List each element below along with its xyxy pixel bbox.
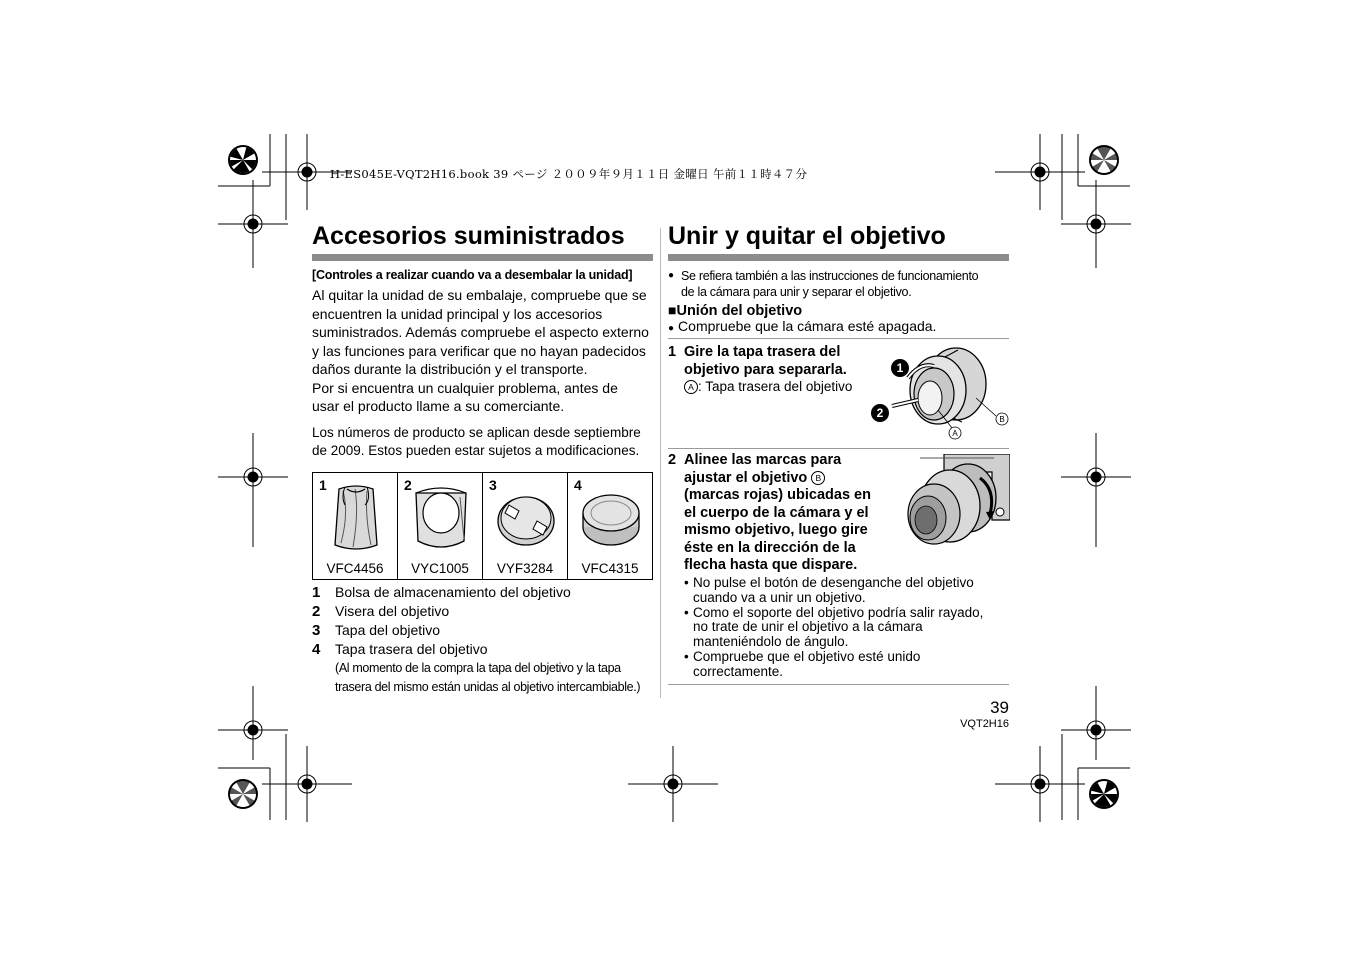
list-item [312,602,657,621]
marker-b-icon: B [811,471,825,485]
divider [668,448,1009,449]
figure-marker-label: A [952,429,958,438]
unpacking-check-heading: [Controles a realizar cuando va a desembalar la unidad] [312,268,633,282]
step-2 [668,452,871,575]
divider [668,684,1009,685]
accessory-cell [398,473,483,580]
note-item [684,650,1014,680]
intro-line: Por si encuentra un cualquier problema, antes de [312,379,618,396]
list-item-number: 1 [312,584,321,601]
accessory-cell [483,473,568,580]
accessory-number: 1 [319,477,327,493]
accessory-number: 3 [489,477,497,493]
rear-cap-removal-figure [868,340,1013,444]
bullet-icon: ● [668,323,675,334]
accessory-code: VFC4456 [326,561,384,576]
product-number-note [312,424,657,460]
lens-hood-icon [410,483,472,553]
right-page-title: Unir y quitar el objetivo [668,222,946,250]
note-line: manteniéndolo de ángulo. [693,634,849,650]
step-2-notes [684,576,1014,680]
step-line: ajustar el objetivo [684,469,808,486]
list-item-text: Visera del objetivo [335,603,450,619]
accessory-cell [568,473,653,580]
list-item-text: Bolsa de almacenamiento del objetivo [335,584,571,600]
intro-line: usar el producto llame a su comerciante. [312,398,565,414]
step-line: Alinee las marcas para [684,452,842,468]
left-title-rule [312,254,653,261]
figure-marker-label: B [999,415,1005,424]
section-heading [668,302,802,319]
intro-bullet [668,268,1013,300]
accessories-table [312,472,653,580]
document-code: VQT2H16 [960,718,1009,730]
accessory-code: VYC1005 [411,561,469,576]
bullet-icon: • [684,575,689,590]
section-bullet-text: Compruebe que la cámara esté apagada. [678,318,937,334]
intro-bullet-line: de la cámara para unir y separar el objetivo. [681,285,912,299]
list-item-text: Tapa trasera del objetivo [335,641,488,657]
accessory-code: VFC4315 [581,561,639,576]
figure-step-label: 2 [876,406,884,420]
page-number: 39 [990,698,1009,717]
intro-bullet-line: Se refiera también a las instrucciones de funcionamiento [681,269,979,283]
list-item-number: 4 [312,641,321,658]
section-bullet [668,318,936,334]
step-1-caption [684,379,852,394]
intro-line: y las funciones para verificar que no hayan padecidos [312,342,646,359]
list-item-number: 2 [312,603,321,620]
note-item [684,606,1014,650]
list-item-text: Tapa del objetivo [335,622,441,638]
section-heading-text: Unión del objetivo [676,303,803,319]
accessory-number: 4 [574,477,582,493]
accessory-cell [313,473,398,580]
note-line: de 2009. Estos pueden estar sujetos a modificaciones. [312,443,640,458]
note-line: cuando va a unir un objetivo. [693,589,866,605]
list-item [312,640,657,659]
list-item [312,583,657,602]
accessories-list [312,583,657,696]
note-line: No pulse el botón de desenganche del objetivo [693,575,974,590]
step-1 [668,344,847,379]
bullet-icon: ● [668,270,674,281]
left-page-title: Accesorios suministrados [312,222,625,250]
square-bullet-icon: ■ [668,302,677,318]
unpacking-intro [312,286,657,416]
note-line: correctamente. [693,663,784,679]
list-note-line: trasera del mismo están unidas al objetivo intercambiable.) [335,679,641,694]
list-note-line: (Al momento de la compra la tapa del objetivo y la tapa [335,661,621,675]
note-line: Los números de producto se aplican desde septiembre [312,425,641,440]
note-line: Compruebe que el objetivo esté unido [693,648,921,664]
intro-line: daños durante la distribución y el transporte. [312,361,588,377]
bullet-icon: • [684,604,689,620]
lens-rear-cap-icon [580,483,642,553]
list-item-number: 3 [312,622,321,639]
step-line: Gire la tapa trasera del [684,344,841,360]
list-item [312,621,657,640]
intro-line: suministrados. Además compruebe el aspecto externo [312,324,649,340]
figure-step-label: 1 [896,361,904,375]
divider [668,338,1009,339]
step-line: el cuerpo de la cámara y el [684,504,869,521]
step-line: flecha hasta que dispare. [684,557,858,573]
note-line: no trate de unir el objetivo a la cámara [693,619,923,635]
intro-line: encuentren la unidad principal y los accesorios [312,305,603,322]
accessory-code: VYF3284 [496,561,554,576]
right-title-rule [668,254,1009,261]
step-number: 1 [668,344,677,360]
step-line: éste en la dirección de la [684,539,856,556]
lens-mounting-figure [904,454,1010,548]
accessory-number: 2 [404,477,412,493]
intro-line: Al quitar la unidad de su embalaje, compruebe que se [312,287,647,303]
note-line: Como el soporte del objetivo podría salir rayado, [693,604,984,620]
print-header: H-ES045E-VQT2H16.book 39 ページ ２００９年９月１１日 金曜日 午前１１時４７分 [330,167,808,181]
column-divider [660,228,661,698]
lens-cap-icon [495,483,557,553]
bullet-icon: • [684,648,689,664]
note-item [684,576,1014,606]
lens-bag-icon [325,483,387,553]
list-note [312,659,657,696]
step-line: objetivo para separarla. [684,361,847,378]
caption-text: : Tapa trasera del objetivo [698,379,853,394]
marker-a-icon: A [684,380,698,394]
step-line: mismo objetivo, luego gire [684,522,868,538]
step-line: (marcas rojas) ubicadas en [684,487,871,503]
step-number: 2 [668,452,677,468]
